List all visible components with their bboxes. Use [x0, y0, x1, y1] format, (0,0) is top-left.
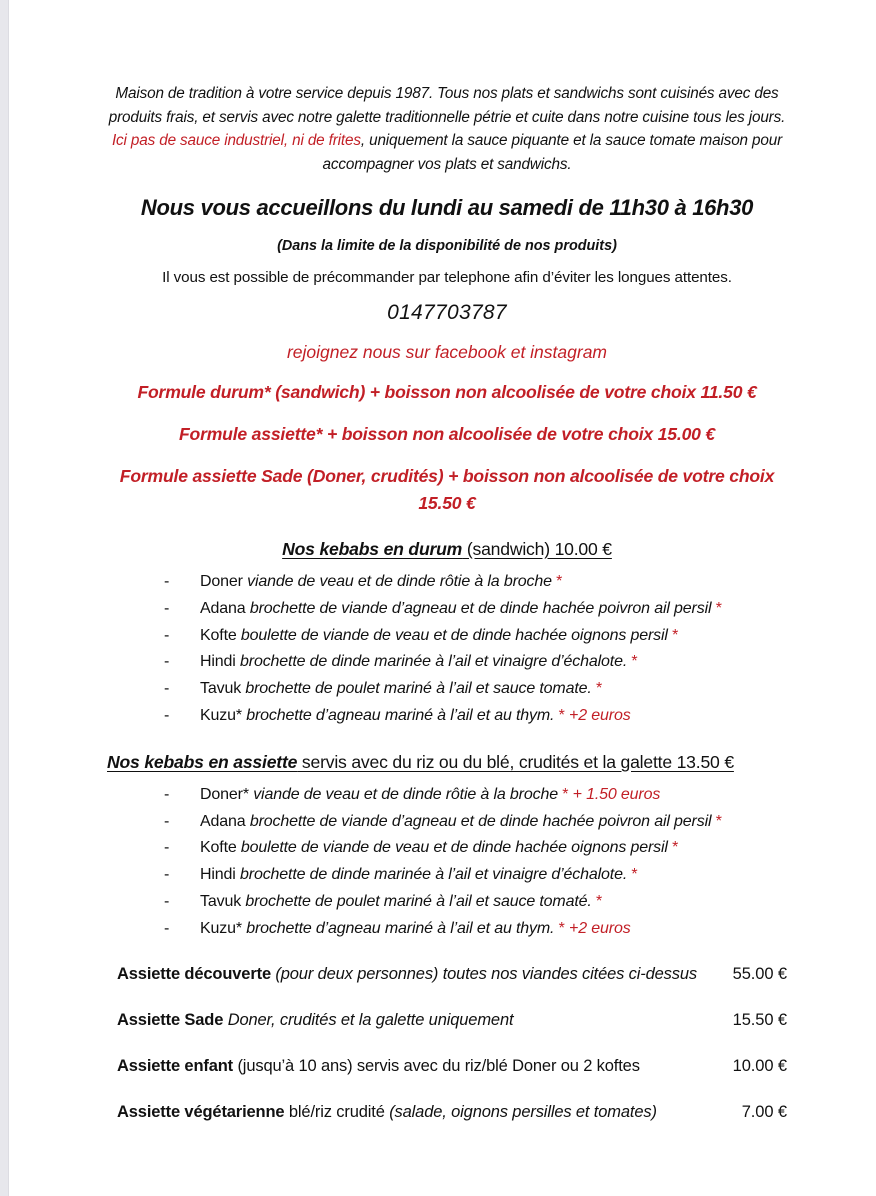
list-item — [164, 569, 787, 596]
section-heading-assiette-name: Nos kebabs en assiette — [107, 751, 298, 772]
item-description: brochette de viande d’agneau et de dinde hachée poivron ail persil — [245, 812, 716, 830]
item-asterisk: * — [631, 866, 638, 884]
priced-row-description: (pour deux personnes) toutes nos viandes citées ci-dessus — [270, 964, 698, 983]
item-asterisk: * — [558, 919, 565, 937]
item-description: brochette de poulet mariné à l’ail et sauce tomate. — [241, 680, 596, 698]
bullet-dash: - — [164, 573, 170, 590]
bullet-dash: - — [164, 626, 170, 644]
item-name: Kuzu* — [200, 706, 242, 724]
list-item — [164, 649, 787, 676]
item-description: brochette de dinde marinée à l’ail et vinaigre d’échalote. — [235, 653, 632, 671]
item-asterisk: * — [562, 785, 569, 803]
item-name: Hindi — [200, 866, 236, 884]
priced-row-label — [117, 1054, 640, 1078]
priced-row — [107, 1100, 787, 1124]
item-description: viande de veau et de dinde rôtie à la broche — [242, 573, 557, 590]
item-name: Tavuk — [200, 680, 242, 698]
intro-text-part2: , uniquement la sauce piquante et la sauce tomate maison pour accompagner vos plats et sandwichs. — [322, 132, 783, 173]
item-asterisk: * — [596, 680, 603, 698]
opening-hours-heading: Nous vous accueillons du lundi au samedi de 11h30 à 16h30 — [140, 195, 754, 220]
list-item — [164, 623, 787, 650]
item-asterisk: * — [672, 839, 679, 857]
item-description: brochette de poulet mariné à l’ail et sauce tomaté. — [241, 892, 596, 910]
bullet-dash: - — [164, 812, 170, 830]
list-item — [164, 862, 787, 889]
item-surcharge-note: +2 euros — [564, 919, 631, 937]
item-asterisk: * — [672, 626, 679, 644]
priced-row-price: 55.00 € — [732, 964, 787, 983]
priced-row-label — [117, 962, 697, 986]
item-description: viande de veau et de dinde rôtie à la broche — [248, 785, 563, 803]
menu-content — [107, 82, 787, 1124]
list-item — [164, 916, 787, 943]
priced-row-price: 10.00 € — [732, 1056, 787, 1075]
assiette-item-list — [107, 782, 787, 943]
availability-note: (Dans la limite de la disponibilité de nos produits) — [277, 238, 617, 254]
item-asterisk: * — [556, 573, 563, 590]
item-description: boulette de viande de veau et de dinde hachée oignons persil — [236, 626, 673, 644]
priced-row-description-upright: (jusqu’à 10 ans) servis avec du riz/blé Doner ou 2 koftes — [233, 1056, 640, 1075]
bullet-dash: - — [164, 839, 170, 857]
item-name: Adana — [200, 599, 246, 617]
priced-row-price: 15.50 € — [732, 1010, 787, 1029]
list-item — [164, 835, 787, 862]
priced-row — [107, 962, 787, 986]
priced-row-name: Assiette découverte — [117, 964, 271, 983]
formule-durum: Formule durum* (sandwich) + boisson non alcoolisée de votre choix 11.50 € — [137, 382, 757, 402]
priced-row-price: 7.00 € — [741, 1102, 787, 1121]
list-item — [164, 676, 787, 703]
priced-row-name: Assiette enfant — [117, 1056, 234, 1075]
priced-row-description: Doner, crudités et la galette uniquement — [223, 1010, 514, 1029]
bullet-dash: - — [164, 866, 170, 884]
list-item — [164, 782, 787, 809]
priced-row — [107, 1054, 787, 1078]
phone-number[interactable]: 0147703787 — [387, 301, 507, 324]
social-media-note: rejoignez nous sur facebook et instagram — [286, 342, 608, 362]
item-description: brochette de viande d’agneau et de dinde hachée poivron ail persil — [245, 599, 716, 617]
bullet-dash: - — [164, 892, 170, 910]
item-name: Doner* — [200, 785, 249, 803]
list-item — [164, 809, 787, 836]
item-name: Tavuk — [200, 892, 242, 910]
bullet-dash: - — [164, 785, 170, 803]
item-name: Hindi — [200, 653, 236, 671]
priced-row-description-upright: blé/riz crudité — [284, 1102, 390, 1121]
section-heading-durum — [107, 539, 787, 560]
bullet-dash: - — [164, 919, 170, 937]
priced-row-label — [117, 1008, 513, 1032]
item-asterisk: * — [715, 812, 722, 830]
priced-row-description-tail: (salade, oignons persilles et tomates) — [389, 1102, 657, 1121]
item-name: Kuzu* — [200, 919, 242, 937]
bullet-dash: - — [164, 599, 170, 617]
item-asterisk: * — [715, 599, 722, 617]
item-name: Kofte — [200, 839, 237, 857]
item-description: boulette de viande de veau et de dinde hachée oignons persil — [236, 839, 673, 857]
formule-assiette: Formule assiette* + boisson non alcoolisée de votre choix 15.00 € — [178, 424, 716, 444]
list-item — [164, 703, 787, 730]
durum-item-list — [107, 569, 787, 730]
item-description: brochette de dinde marinée à l’ail et vinaigre d’échalote. — [235, 866, 632, 884]
priced-items-list — [107, 962, 787, 1124]
priced-row-name: Assiette Sade — [117, 1010, 224, 1029]
item-description: brochette d’agneau mariné à l’ail et au thym. — [241, 706, 559, 724]
menu-page — [9, 0, 876, 1196]
preorder-note: Il vous est possible de précommander par telephone afin d’éviter les longues attentes. — [162, 269, 732, 286]
bullet-dash: - — [164, 680, 170, 698]
priced-row-label — [117, 1100, 657, 1124]
section-heading-durum-name: Nos kebabs en durum — [282, 539, 463, 559]
section-heading-durum-rest: (sandwich) 10.00 € — [462, 539, 612, 559]
item-asterisk: * — [596, 892, 603, 910]
priced-row — [107, 1008, 787, 1032]
formule-assiette-sade: Formule assiette Sade (Doner, crudités) + boisson non alcoolisée de votre choix 15.50 € — [119, 466, 775, 513]
item-description: brochette d’agneau mariné à l’ail et au thym. — [241, 919, 559, 937]
intro-highlight: Ici pas de sauce industriel, ni de frites — [111, 132, 361, 149]
item-asterisk: * — [631, 653, 638, 671]
priced-row-name: Assiette végétarienne — [117, 1102, 285, 1121]
section-heading-assiette — [107, 752, 787, 773]
intro-text-part1: Maison de tradition à votre service depuis 1987. Tous nos plats et sandwichs sont cuisinés avec des produits frais, et servis avec notre galette traditionnelle pétrie et cuite dans notre cuisine tous les jours. — [108, 85, 786, 126]
bullet-dash: - — [164, 653, 170, 671]
section-heading-assiette-rest: servis avec du riz ou du blé, crudités et la galette 13.50 € — [297, 751, 734, 772]
page-gutter — [0, 0, 9, 1196]
bullet-dash: - — [164, 706, 170, 724]
item-name: Doner — [200, 573, 243, 590]
list-item — [164, 889, 787, 916]
item-name: Kofte — [200, 626, 237, 644]
intro-paragraph — [107, 82, 787, 176]
list-item — [164, 596, 787, 623]
item-surcharge-note: +2 euros — [564, 706, 631, 724]
item-asterisk: * — [558, 706, 565, 724]
item-name: Adana — [200, 812, 246, 830]
item-surcharge-note: + 1.50 euros — [568, 785, 661, 803]
